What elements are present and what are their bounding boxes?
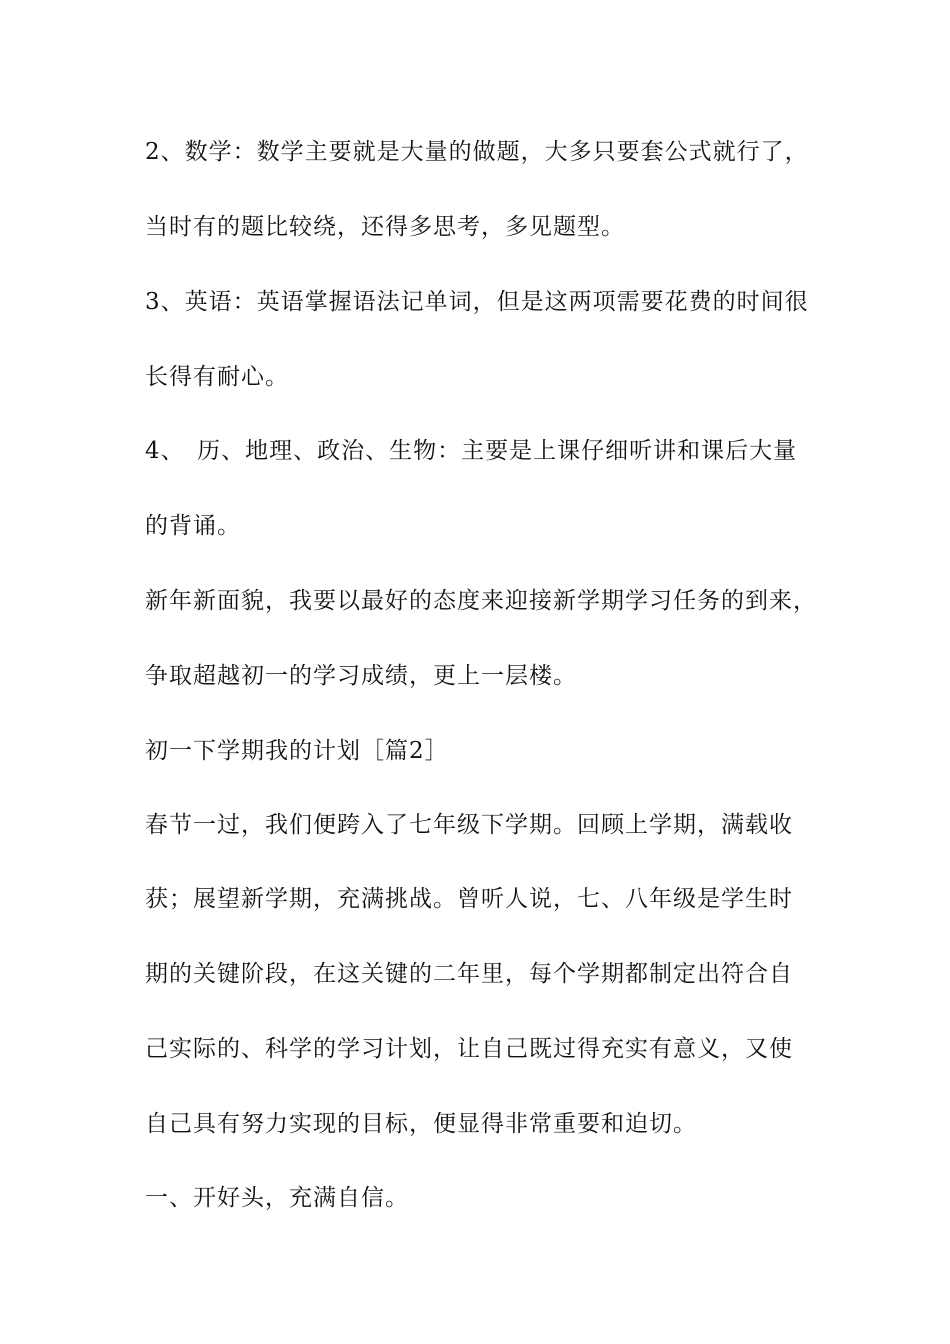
text-line: 春节一过，我们便跨入了七年级下学期。回顾上学期，满载收 [145, 812, 793, 838]
text-line: 获；展望新学期，充满挑战。曾听人说，七、八年级是学生时 [145, 886, 793, 912]
text-line: 己实际的、科学的学习计划，让自己既过得充实有意义，又使 [145, 1036, 793, 1062]
text-line: 4、 历、地理、政治、生物：主要是上课仔细听讲和课后大量 [145, 438, 798, 464]
text-line: 一、开好头，充满自信。 [145, 1185, 409, 1211]
text-line: 期的关键阶段，在这关键的二年里，每个学期都制定出符合自 [145, 961, 793, 987]
text-line: 自己具有努力实现的目标，便显得非常重要和迫切。 [145, 1111, 697, 1137]
section-heading: 初一下学期我的计划［篇2］ [145, 738, 449, 764]
text-line: 新年新面貌，我要以最好的态度来迎接新学期学习任务的到来， [145, 588, 817, 614]
text-line: 争取超越初一的学习成绩，更上一层楼。 [145, 663, 577, 689]
text-line: 2、数学：数学主要就是大量的做题，大多只要套公式就行了， [145, 139, 809, 165]
text-line: 当时有的题比较绕，还得多思考，多见题型。 [145, 214, 625, 240]
text-line: 3、英语：英语掌握语法记单词，但是这两项需要花费的时间很 [145, 289, 809, 315]
text-line: 长得有耐心。 [145, 364, 289, 390]
text-line: 的背诵。 [145, 513, 241, 539]
